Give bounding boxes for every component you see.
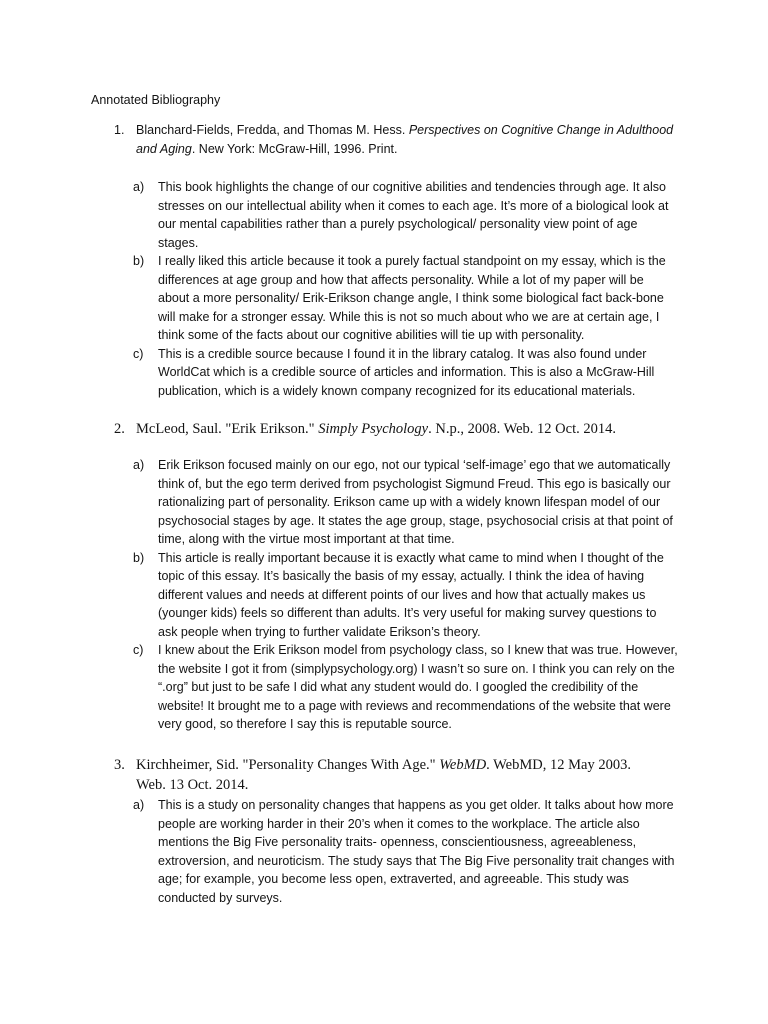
annotation-item: b) This article is really important because it is exactly what came to mind when I thought of the topic of this essay. It’s basically the basis of my essay, actually. I think the idea of having different values and needs at different points of our lives and how that actually makes us (younger kids) feels so different than adults. It’s very useful for making survey questions to ask people when trying to further validate Erikson’s theory. <box>133 550 664 639</box>
citation-text: McLeod, Saul. "Erik Erikson." Simply Psychology. N.p., 2008. Web. 12 Oct. 2014. <box>136 421 616 437</box>
annotation-item: a) This is a study on personality changes that happens as you get older. It talks about how more people are working harder in their 20’s when it comes to the workplace. The article also mentions the Big Five personality traits- openness, conscientiousness, agreeableness, extroversion, and neuroticism. The study says that The Big Five personality trait changes with age; for example, you become less open, extraverted, and agreeable. This study was conducted by surveys. <box>133 798 675 905</box>
document-title: Annotated Bibliography <box>91 93 221 107</box>
annotation-item: a) Erik Erikson focused mainly on our ego, not our typical ‘self-image’ ego that we automatically think of, but the ego term derived from psychologist Sigmund Freud. This ego is basically our rationalizing part of personality. Erikson came up with a widely known lifespan model of our psychosocial stages by age. It states the age group, stage, psychosocial crisis at that point of time, along with the virtue most important at that time. <box>133 458 673 546</box>
citation-1 <box>114 121 674 158</box>
annotation-list-2 <box>133 456 678 734</box>
citation-source-title: WebMD <box>439 757 487 773</box>
citation-number: 1. <box>114 123 125 137</box>
citation-text: Blanchard-Fields, Fredda, and Thomas M. Hess. Perspectives on Cognitive Change in Adulthood and Aging. New York: McGraw-Hill, 1996. Print. <box>136 123 674 156</box>
citation-source-title: Simply Psychology <box>318 421 429 437</box>
citation-3 <box>114 755 654 795</box>
citation-number: 3. <box>114 757 125 773</box>
citation-2 <box>114 419 674 439</box>
annotation-item: b) I really liked this article because it took a purely factual standpoint on my essay, which is the differences at age group and how that affects personality. While a lot of my paper will be about a more personality/ Erik-Erikson change angle, I think some biological fact back-bone will make for a stronger essay. While this is not so much about who we are at certain age, I think some of the facts about our cognitive abilities will tie up with personality. <box>133 254 666 342</box>
annotation-item: c) I knew about the Erik Erikson model from psychology class, so I knew that was true. However, the website I got it from (simplypsychology.org) I wasn’t so sure on. I think you can rely on the “.org” but just to be safe I did what any student would do. I googled the credibility of the website! It brought me to a page with reviews and recommendations of the website that were very good, so therefore I say this is reputable source. <box>133 643 678 731</box>
citation-number: 2. <box>114 421 125 437</box>
annotation-item: a) This book highlights the change of our cognitive abilities and tendencies through age. It also stresses on our intellectual ability when it comes to each age. It’s more of a biological look at our mental capabilities rather than a purely psychological/ personality view point of age stages. <box>133 180 669 250</box>
annotation-item: c) This is a credible source because I found it in the library catalog. It was also found under WorldCat which is a credible source of articles and information. This is also a McGraw-Hill publication, which is a widely known company recognized for its educational materials. <box>133 346 655 398</box>
annotation-list-3 <box>133 796 678 907</box>
annotation-list-1 <box>133 178 678 400</box>
citation-source-title: Perspectives on Cognitive Change in Adulthood and Aging <box>136 123 674 156</box>
citation-text: Kirchheimer, Sid. "Personality Changes With Age." WebMD. WebMD, 12 May 2003. Web. 13 Oct. 2014. <box>136 757 631 793</box>
